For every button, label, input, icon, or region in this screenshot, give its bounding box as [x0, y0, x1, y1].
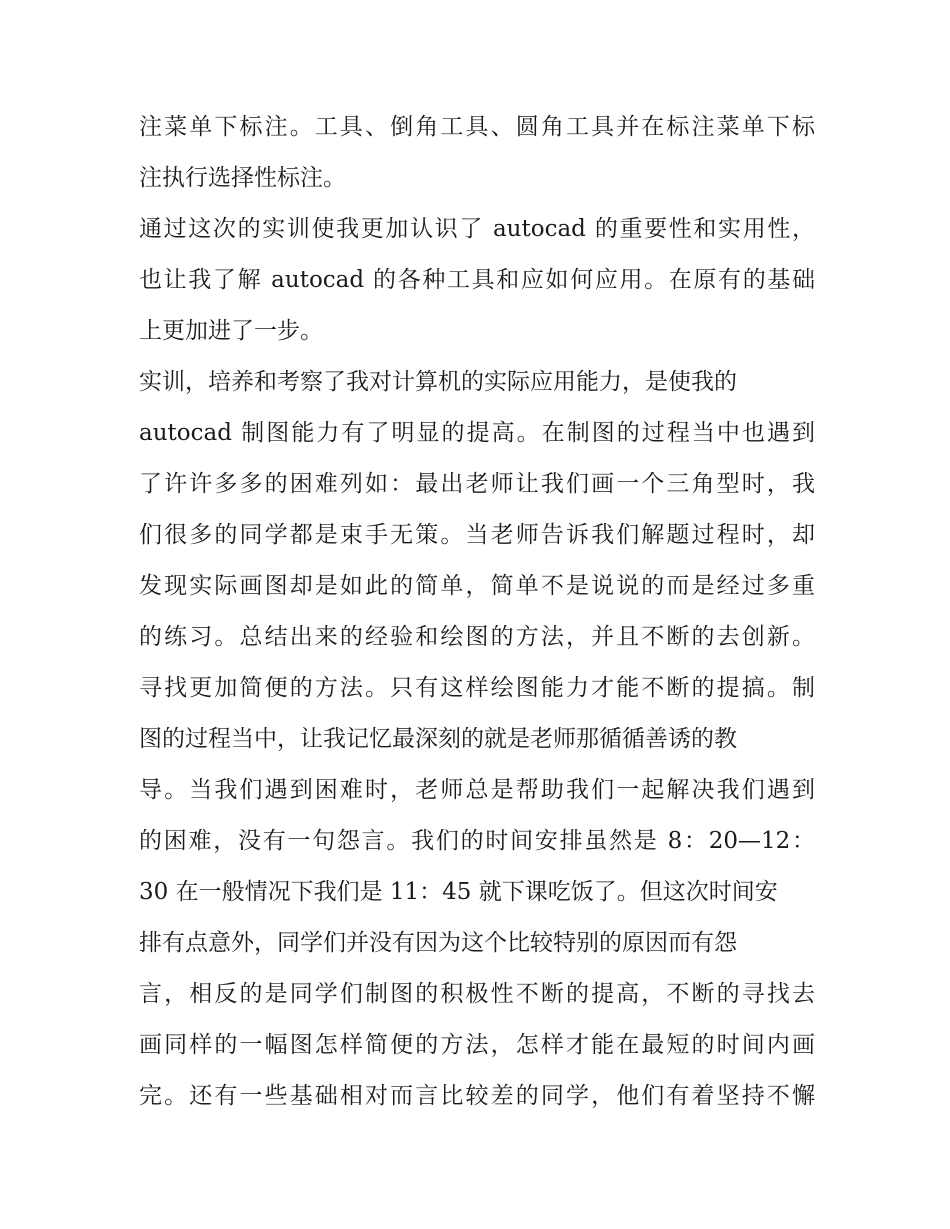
text-line: 寻找更加简便的方法。只有这样绘图能力才能不断的提搞。制 — [139, 675, 815, 701]
text-line: 上更加进了一步。 — [139, 318, 323, 344]
text-line: autocad 制图能力有了明显的提高。在制图的过程当中也遇到 — [139, 420, 815, 446]
text-line: 的练习。总结出来的经验和绘图的方法，并且不断的去创新。 — [139, 624, 815, 650]
text-line: 的困难，没有一句怨言。我们的时间安排虽然是 8：20—12： — [139, 828, 815, 854]
text-line: 完。还有一些基础相对而言比较差的同学，他们有着坚持不懈 — [139, 1083, 815, 1109]
text-line: 们很多的同学都是束手无策。当老师告诉我们解题过程时，却 — [139, 522, 815, 548]
text-line: 画同样的一幅图怎样简便的方法，怎样才能在最短的时间内画 — [139, 1032, 815, 1058]
text-line: 言，相反的是同学们制图的积极性不断的提高，不断的寻找去 — [139, 981, 815, 1007]
text-line: 注执行选择性标注。 — [139, 165, 346, 191]
text-line: 实训，培养和考察了我对计算机的实际应用能力，是使我的 — [139, 369, 737, 395]
text-line: 通过这次的实训使我更加认识了 autocad 的重要性和实用性， — [139, 216, 815, 242]
text-line: 注菜单下标注。工具、倒角工具、圆角工具并在标注菜单下标 — [139, 114, 815, 140]
text-line: 也让我了解 autocad 的各种工具和应如何应用。在原有的基础 — [139, 267, 815, 293]
text-line: 导。当我们遇到困难时，老师总是帮助我们一起解决我们遇到 — [139, 777, 815, 803]
text-line: 30 在一般情况下我们是 11：45 就下课吃饭了。但这次时间安 — [139, 879, 778, 905]
text-line: 排有点意外，同学们并没有因为这个比较特别的原因而有怨 — [139, 930, 737, 956]
text-line: 了许许多多的困难列如：最出老师让我们画一个三角型时，我 — [139, 471, 815, 497]
body-text — [139, 102, 815, 1122]
text-line: 发现实际画图却是如此的简单，简单不是说说的而是经过多重 — [139, 573, 815, 599]
text-line: 图的过程当中，让我记忆最深刻的就是老师那循循善诱的教 — [139, 726, 737, 752]
